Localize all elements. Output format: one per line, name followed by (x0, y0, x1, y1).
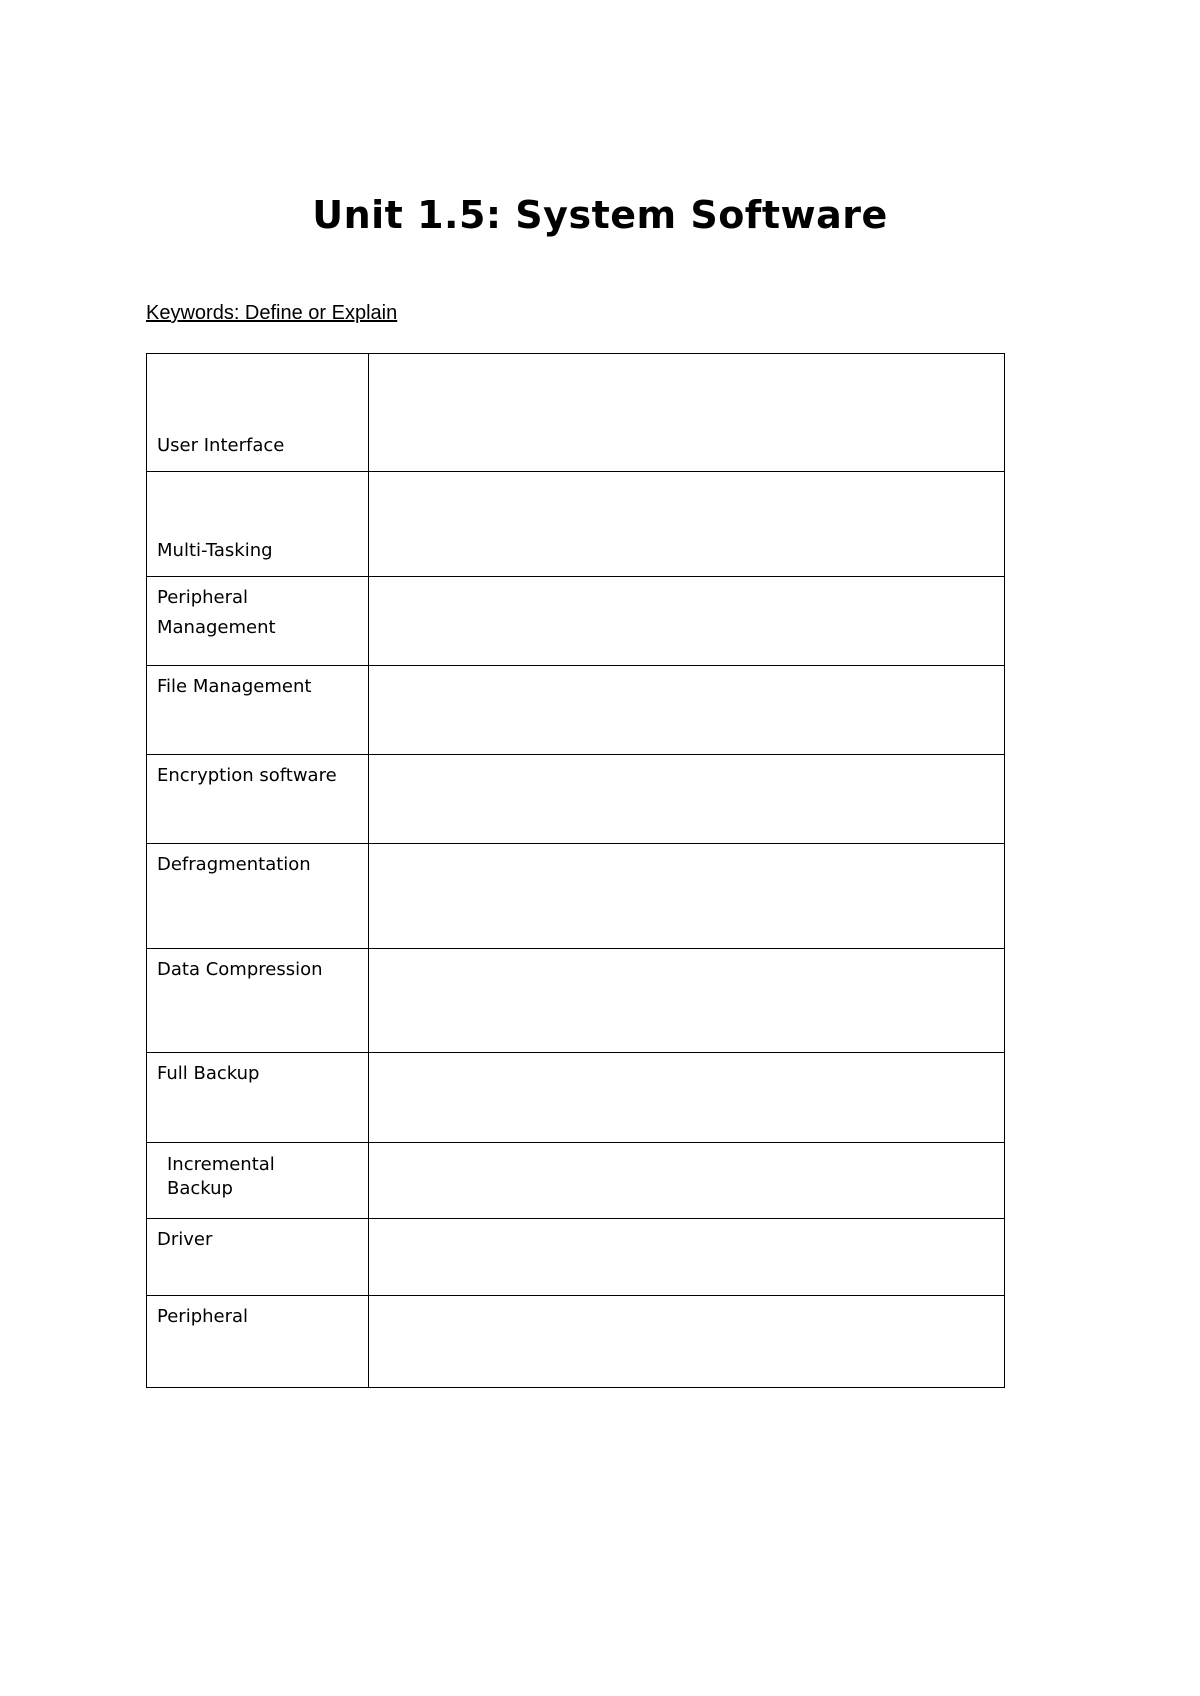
table-row (147, 1053, 1005, 1143)
keyword-definition[interactable] (369, 844, 1005, 949)
keyword-definition[interactable] (369, 949, 1005, 1053)
keyword-term: Driver (147, 1219, 369, 1296)
table-row (147, 1296, 1005, 1388)
keyword-definition[interactable] (369, 666, 1005, 755)
keyword-term (147, 577, 369, 666)
keyword-definition[interactable] (369, 1219, 1005, 1296)
keyword-term: Encryption software (147, 755, 369, 844)
keyword-term: Peripheral (147, 1296, 369, 1388)
keyword-definition[interactable] (369, 577, 1005, 666)
keyword-term: Defragmentation (147, 844, 369, 949)
table-row (147, 577, 1005, 666)
table-row (147, 1143, 1005, 1219)
keyword-term-text: Peripheral Management (157, 587, 276, 638)
keyword-definition[interactable] (369, 354, 1005, 472)
keyword-term: User Interface (147, 354, 369, 472)
keyword-term (147, 1143, 369, 1219)
keyword-definition[interactable] (369, 1296, 1005, 1388)
keyword-term: File Management (147, 666, 369, 755)
keyword-definition[interactable] (369, 1143, 1005, 1219)
table-row (147, 755, 1005, 844)
keyword-definition[interactable] (369, 1053, 1005, 1143)
table-row (147, 1219, 1005, 1296)
table-row (147, 472, 1005, 577)
section-heading: Keywords: Define or Explain (146, 302, 398, 324)
keyword-term-text: Incremental Backup (167, 1154, 275, 1199)
keyword-definition[interactable] (369, 472, 1005, 577)
keyword-term: Full Backup (147, 1053, 369, 1143)
table-row (147, 844, 1005, 949)
table-row (147, 666, 1005, 755)
keyword-term: Multi-Tasking (147, 472, 369, 577)
table-row (147, 949, 1005, 1053)
page-title: Unit 1.5: System Software (312, 193, 888, 237)
keywords-table (146, 353, 1005, 1388)
keyword-definition[interactable] (369, 755, 1005, 844)
keyword-term: Data Compression (147, 949, 369, 1053)
table-row (147, 354, 1005, 472)
